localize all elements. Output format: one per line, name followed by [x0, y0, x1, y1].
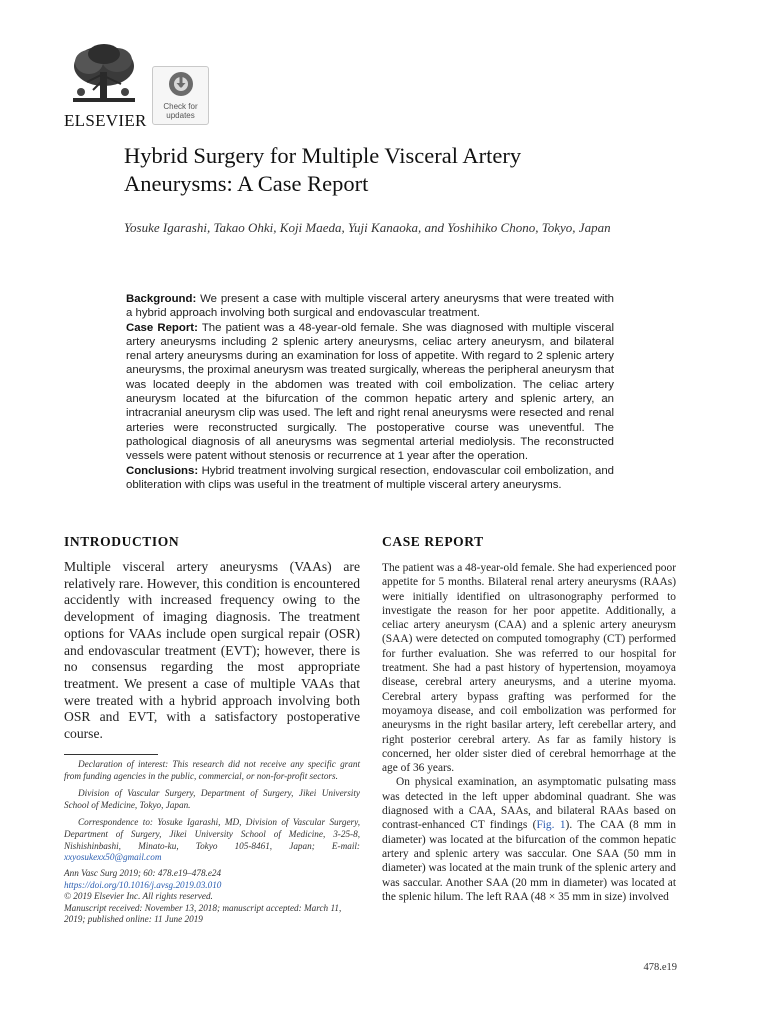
- publisher-name: ELSEVIER: [64, 111, 147, 130]
- journal-citation: Ann Vasc Surg 2019; 60: 478.e19–478.e24: [64, 868, 222, 878]
- elsevier-logo: [64, 42, 147, 130]
- badge-line1: Check for: [163, 102, 198, 111]
- email-link[interactable]: xxyosukexx50@gmail.com: [64, 852, 162, 863]
- case-report-body: [382, 561, 676, 904]
- conclusions-text: Hybrid treatment involving surgical resection, endovascular coil embolization, and obliteration with clips was useful in the treatment of multiple visceral artery aneurysms.: [126, 464, 614, 491]
- abstract-case-report: [126, 321, 614, 464]
- check-for-updates-badge[interactable]: [152, 66, 209, 125]
- conclusions-label: Conclusions:: [126, 464, 199, 477]
- case-paragraph-2-start: On physical examination, an asymptomatic pulsating mass was detected in the left upper abdominal quadrant. She was diagnosed with a CAA, SAAs, and bilateral RAAs based on contrast-enhanced CT findings (: [382, 776, 676, 832]
- abstract-conclusions: [126, 464, 614, 493]
- abstract-background: [126, 292, 614, 321]
- figure-1-link[interactable]: Fig. 1: [536, 819, 566, 832]
- footnote-divider: [64, 754, 158, 755]
- introduction-body: Multiple visceral artery aneurysms (VAAs) are relatively rare. However, this condition is encountered accidently with increased frequency owing to the development of imaging diagnosis. The treatment options for VAAs include open surgical repair (OSR) and endovascular treatment (EVT); however, there is no consensus regarding the most appropriate treatment. We present a case of multiple VAAs that were treated with a hybrid approach involving both OSR and EVT, with a satisfactory postoperative course.: [64, 559, 360, 742]
- case-report-text: The patient was a 48-year-old female. She was diagnosed with multiple visceral artery aneurysms including 2 splenic artery aneurysms, celiac artery aneurysm, and bilateral renal artery aneurysms during an examination for loss of appetite. With regard to 2 splenic artery aneurysms, the proximal aneurysm was treated surgically, whereas the peripheral aneurysm that was located deeply in the abdomen was treated with coil embolization. The celiac artery aneurysm located at the bifurcation of the common hepatic artery and splenic artery, an intracranial aneurysm clip was used. The left and right renal aneurysms were resected and renal arteries were reconstructed surgically. The postoperative course was uneventful. The pathological diagnosis of all aneurysms was segmental arterial mediolysis. The reconstructed vessels were patent without stenosis or recurrence at 1 year after the operation.: [126, 321, 614, 463]
- elsevier-tree-icon: [67, 42, 141, 108]
- case-report-label: Case Report:: [126, 321, 198, 334]
- introduction-heading: INTRODUCTION: [64, 534, 180, 549]
- page-number: 478.e19: [643, 962, 677, 973]
- article-title: [124, 142, 684, 198]
- abstract: [126, 292, 614, 492]
- copyright: © 2019 Elsevier Inc. All rights reserved.: [64, 891, 213, 902]
- background-label: Background:: [126, 293, 197, 305]
- declaration-note: Declaration of interest: This research did not receive any specific grant from funding agencies in the public, commercial, or non-for-profit sectors.: [64, 759, 360, 781]
- case-paragraph-1: The patient was a 48-year-old female. She had experienced poor appetite for 5 months. Bilateral renal artery aneurysms (RAAs) were initially identified on ultrasonography performed to investigate the reason for her poor appetite. Additionally, a celiac artery aneurysm (CAA) and a splenic artery aneurysm (SAA) were detected on computed tomography (CT) performed for further evaluation. She was referred to our hospital for treatment. She had a past history of hypertension, moyamoya disease, cerebral artery aneurysms, and a uterine myoma. Cerebral artery bypass grafting was performed for the moyamoya disease, and coil embolization was performed for aneurysms in the right basilar artery, left cerebellar artery, and right posterior cerebral artery. As far as family history is concerned, her older sister died of cerebral hemorrhage at the age of 36 years.: [382, 562, 676, 775]
- update-icon: [168, 71, 194, 97]
- author-list: Yosuke Igarashi, Takao Ohki, Koji Maeda, Yuji Kanaoka, and Yoshihiko Chono, Tokyo, Japan: [124, 220, 611, 235]
- background-text: We present a case with multiple visceral artery aneurysms that were treated with a hybrid approach involving both surgical and endovascular treatment.: [126, 293, 614, 320]
- manuscript-history: Manuscript received: November 13, 2018; manuscript accepted: March 11, 2019; published online: 11 June 2019: [64, 902, 342, 925]
- citation-block: [64, 868, 360, 926]
- footnotes: [64, 759, 360, 870]
- case-paragraph-2-end: ). The CAA (8 mm in diameter) was located at the bifurcation of the common hepatic artery and splenic artery was saccular. One SAA (50 mm in diameter) was located at the main trunk of the splenic artery and was saccular. Another SAA (20 mm in diameter) was located at the splenic hilum. The left RAA (48 × 35 mm in size) involved: [382, 819, 676, 903]
- title-line-1: Hybrid Surgery for Multiple Visceral Artery: [124, 143, 522, 168]
- correspondence-text: Correspondence to: Yosuke Igarashi, MD, Division of Vascular Surgery, Department of Surgery, Jikei University School of Medicine, 3-25-8, Nishishinbashi, Minato-ku, Tokyo 105-8461, Japan; E-mail:: [64, 817, 360, 851]
- title-line-2: Aneurysms: A Case Report: [124, 171, 369, 196]
- affiliation-note: Division of Vascular Surgery, Department of Surgery, Jikei University School of Medicine, Tokyo, Japan.: [64, 788, 360, 810]
- doi-link[interactable]: https://doi.org/10.1016/j.avsg.2019.03.010: [64, 879, 222, 890]
- case-report-heading: CASE REPORT: [382, 534, 484, 549]
- correspondence-note: [64, 817, 360, 863]
- badge-line2: updates: [166, 111, 195, 120]
- case-paragraph-2: [382, 775, 676, 904]
